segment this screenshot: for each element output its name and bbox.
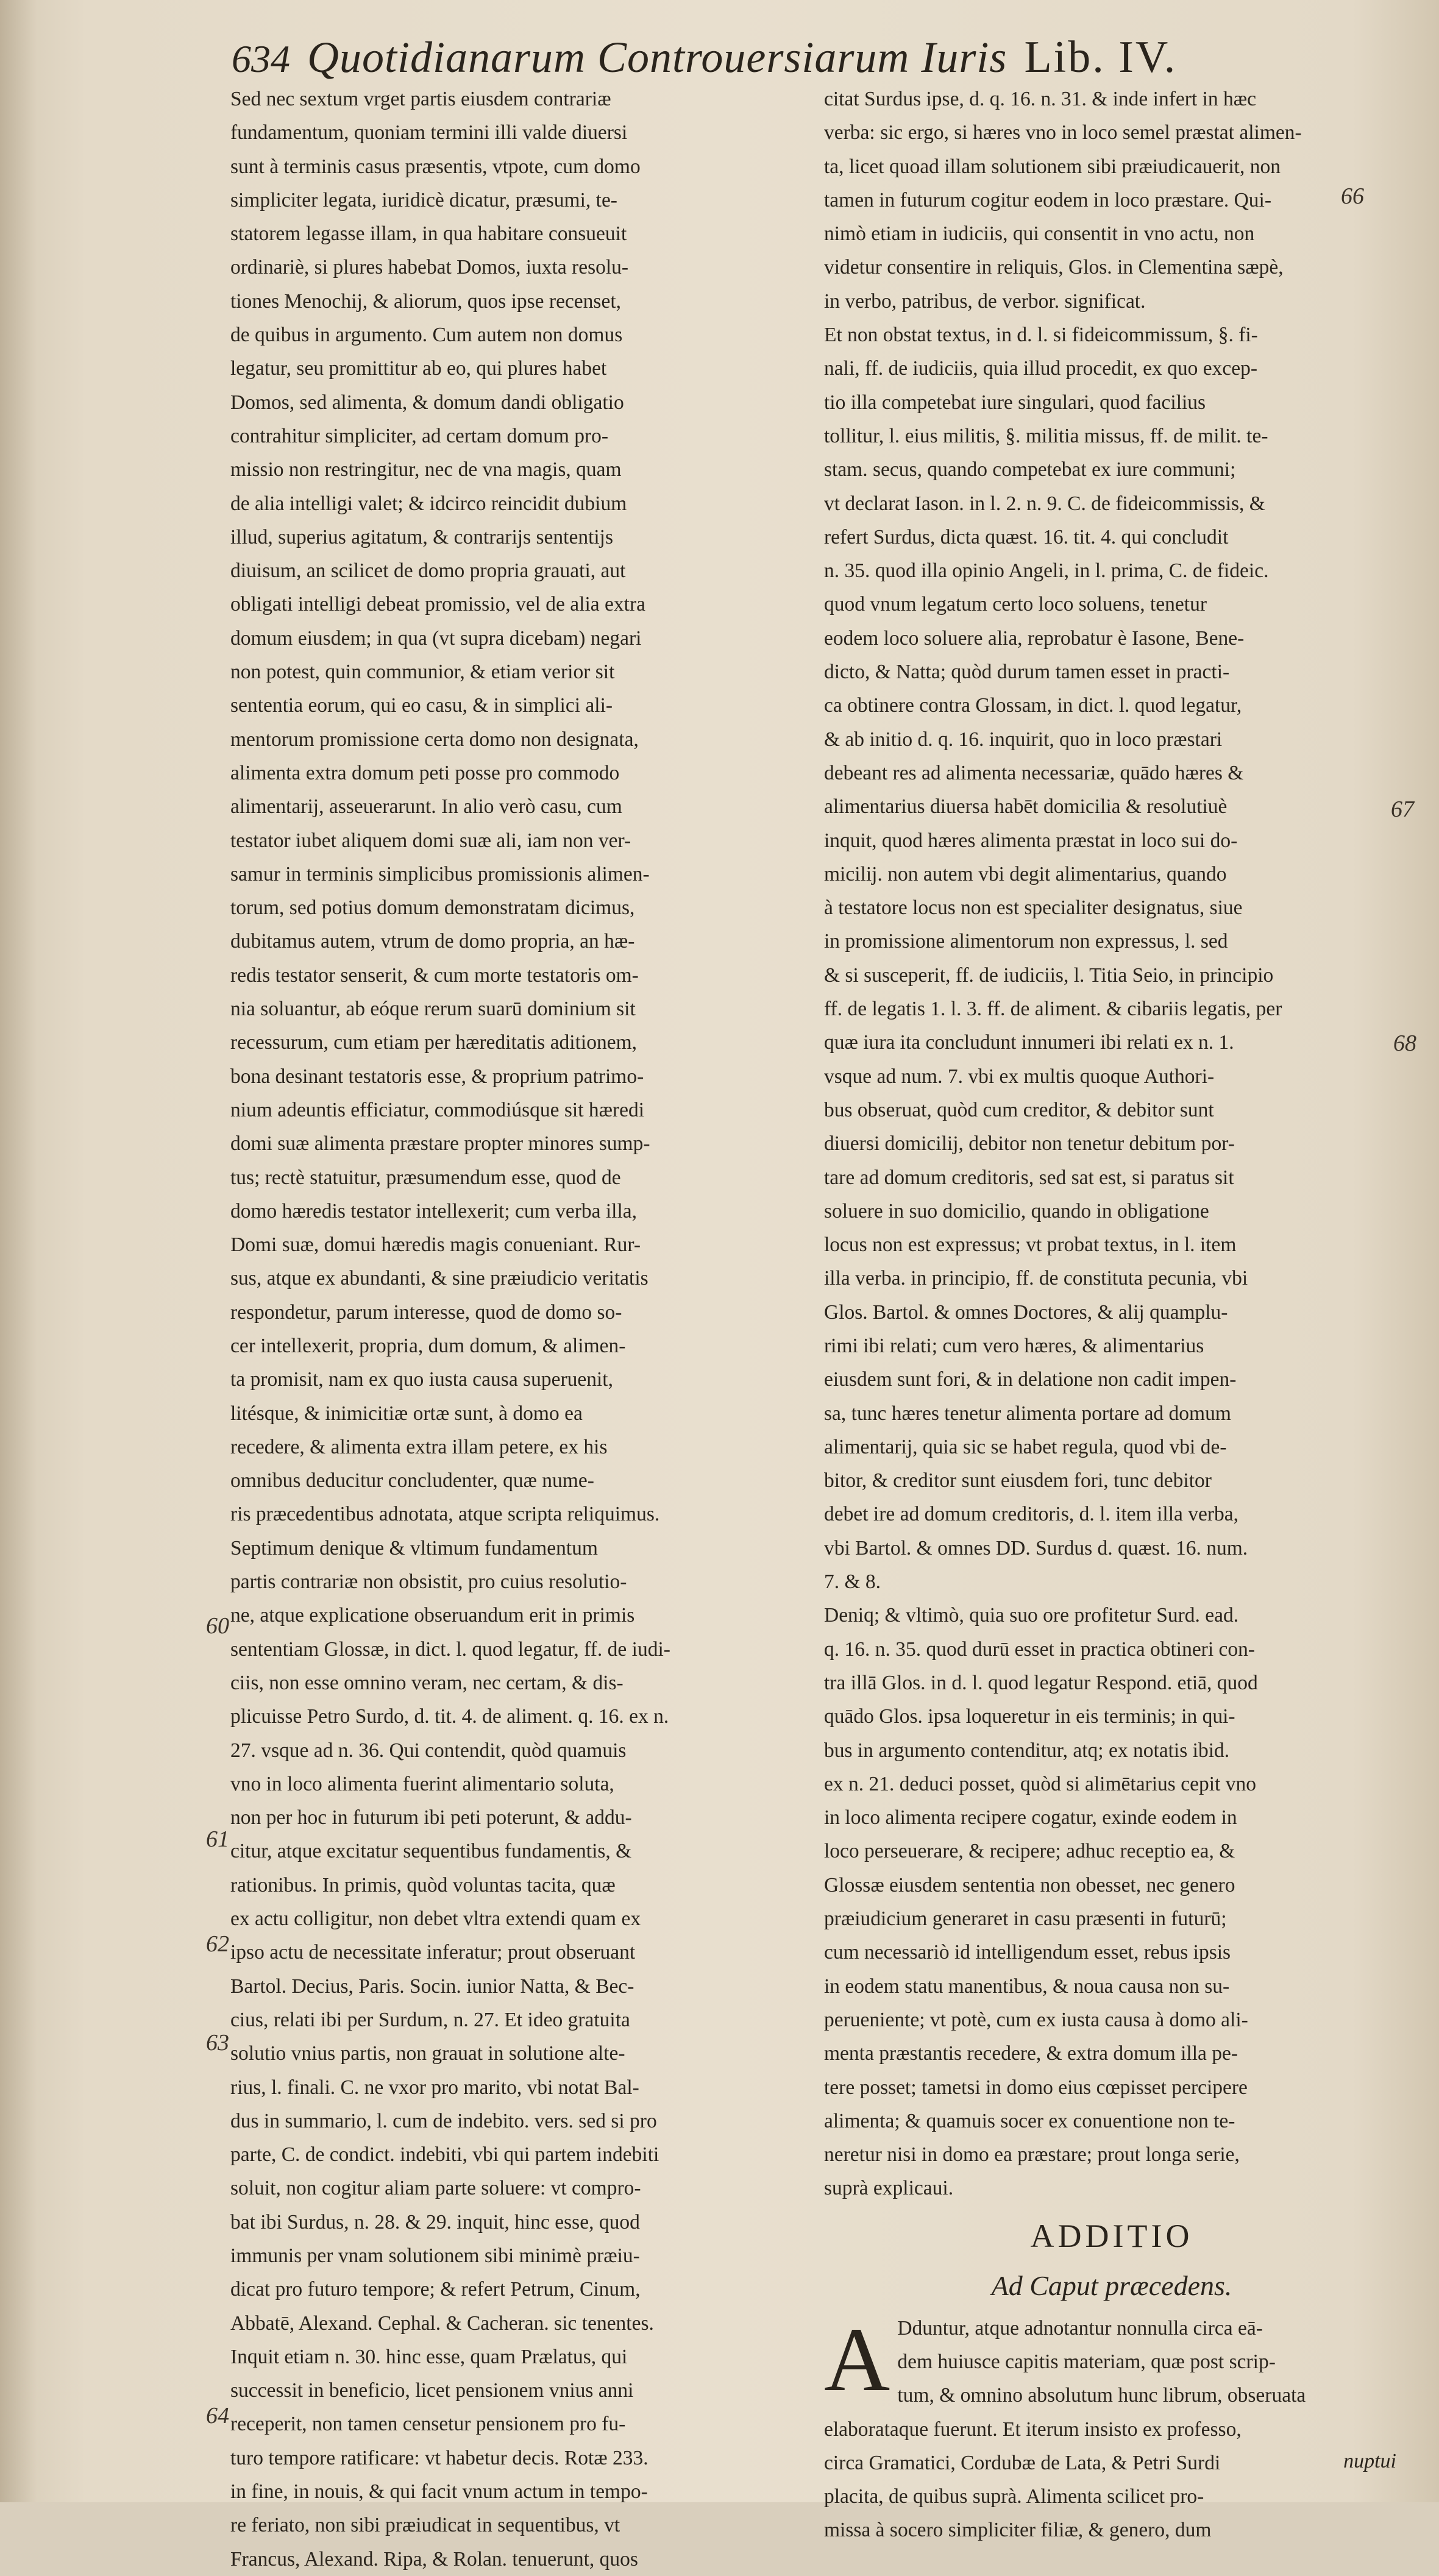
text-line: in verbo, patribus, de verbor. significat. xyxy=(824,289,1146,313)
text-line: Dduntur, atque adnotantur nonnulla circa eā- xyxy=(897,2316,1263,2340)
text-line: alimenta; & quamuis socer ex conuentione non te- xyxy=(824,2109,1235,2132)
text-line: dus in summario, l. cum de indebito. vers. sed si pro xyxy=(230,2109,657,2132)
text-line: illud, superius agitatum, & contrarijs sententijs xyxy=(230,525,614,548)
text-line: circa Gramatici, Cordubæ de Lata, & Petri Surdi xyxy=(824,2451,1221,2474)
text-line: debet ire ad domum creditoris, d. l. item illa verba, xyxy=(824,1503,1239,1526)
text-line: cius, relati ibi per Surdum, n. 27. Et ideo gratuita xyxy=(230,2008,630,2031)
text-line: citat Surdus ipse, d. q. 16. n. 31. & inde infert in hæc xyxy=(824,88,1256,110)
text-line: tum, & omnino absolutum hunc librum, obseruata xyxy=(897,2384,1306,2407)
text-line: receperit, non tamen censetur pensionem pro fu- xyxy=(230,2413,626,2436)
catchword: nuptui xyxy=(1343,2450,1396,2472)
text-line: q. 16. n. 35. quod durū esset in practica obtineri con- xyxy=(824,1637,1256,1661)
margin-number: 61 xyxy=(206,1826,229,1852)
text-line: rius, l. finali. C. ne vxor pro marito, vbi notat Bal- xyxy=(230,2076,639,2099)
text-line: partis contrariæ non obsistit, pro cuius resolutio- xyxy=(230,1570,627,1594)
text-line: quādo Glos. ipsa loqueretur in eis terminis; in qui- xyxy=(824,1705,1235,1728)
book-label: Lib. IV. xyxy=(1024,32,1178,82)
text-line: tamen in futurum cogitur eodem in loco præstare. Qui- xyxy=(824,188,1272,211)
binding-shadow xyxy=(0,0,37,2502)
text-line: Septimum denique & vltimum fundamentum xyxy=(230,1536,598,1559)
text-line: non per hoc in futurum ibi peti poterunt, & addu- xyxy=(230,1806,632,1829)
text-line: debeant res ad alimenta necessariæ, quādo hæres & xyxy=(824,761,1244,784)
text-line: præiudicium generaret in casu præsenti in futurū; xyxy=(824,1907,1227,1931)
text-line: alimentarij, asseuerarunt. In alio verò casu, cum xyxy=(230,795,622,818)
text-line: nia soluantur, ab eóque rerum suarū dominium sit xyxy=(230,998,636,1021)
text-line: suprà explicaui. xyxy=(824,2177,954,2200)
text-line: tra illā Glos. in d. l. quod legatur Respond. etiā, quod xyxy=(824,1671,1258,1694)
text-line: quod vnum legatum certo loco soluens, tenetur xyxy=(824,593,1207,616)
text-line: respondetur, parum interesse, quod de domo so- xyxy=(230,1300,622,1324)
text-line: domi suæ alimenta præstare propter minores sump- xyxy=(230,1132,650,1155)
text-line: sa, tunc hæres tenetur alimenta portare ad domum xyxy=(824,1402,1231,1425)
text-line: diuisum, an scilicet de domo propria grauati, aut xyxy=(230,559,626,583)
addition-subtitle: Ad Caput præcedens. xyxy=(991,2269,1232,2301)
text-line: nium adeuntis efficiatur, commodiúsque sit hæredi xyxy=(230,1098,645,1121)
text-line: diuersi domicilij, debitor non tenetur debitum por- xyxy=(824,1132,1235,1155)
dropcap: A xyxy=(824,2308,890,2410)
text-line: Glossæ eiusdem sententia non obesset, nec genero xyxy=(824,1873,1235,1897)
text-line: immunis per vnam solutionem sibi minimè præiu- xyxy=(230,2244,640,2267)
text-line: ris præcedentibus adnotata, atque scripta reliquimus. xyxy=(230,1503,660,1526)
text-line: Glos. Bartol. & omnes Doctores, & alij quamplu- xyxy=(824,1300,1228,1324)
text-line: Sed nec sextum vrget partis eiusdem contrariæ xyxy=(230,88,611,110)
text-line: à testatore locus non est specialiter designatus, siue xyxy=(824,896,1243,920)
text-line: re feriato, non sibi præiudicat in sequentibus, vt xyxy=(230,2514,620,2537)
text-line: vsque ad num. 7. vbi ex multis quoque Authori- xyxy=(824,1065,1215,1088)
text-line: sunt à terminis casus præsentis, vtpote, cum domo xyxy=(230,155,641,178)
text-line: perueniente; vt potè, cum ex iusta causa à domo ali- xyxy=(824,2008,1248,2031)
text-line: in fine, in nouis, & qui facit vnum actum in tempo- xyxy=(230,2480,648,2503)
text-line: missio non restringitur, nec de vna magis, quam xyxy=(230,458,622,481)
text-line: vbi Bartol. & omnes DD. Surdus d. quæst. 16. num. xyxy=(824,1536,1248,1559)
text-line: Inquit etiam n. 30. hinc esse, quam Prælatus, qui xyxy=(230,2345,628,2368)
addition-title: ADDITIO xyxy=(1030,2217,1193,2254)
text-line: eiusdem sunt fori, & in delatione non cadit impen- xyxy=(824,1368,1237,1391)
text-line: ciis, non esse omnino veram, nec certam, & dis- xyxy=(230,1671,624,1694)
text-line: Deniq; & vltimò, quia suo ore profitetur Surd. ead. xyxy=(824,1604,1239,1627)
margin-number: 67 xyxy=(1391,797,1414,822)
text-line: obligati intelligi debeat promissio, vel de alia extra xyxy=(230,593,645,616)
text-line: ca obtinere contra Glossam, in dict. l. quod legatur, xyxy=(824,694,1242,717)
text-line: de alia intelligi valet; & idcirco reincidit dubium xyxy=(230,492,627,515)
text-line: 27. vsque ad n. 36. Qui contendit, quòd quamuis xyxy=(230,1739,627,1762)
text-line: rimi ibi relati; cum vero hæres, & alimentarius xyxy=(824,1334,1204,1357)
text-line: nimò etiam in iudiciis, qui consentit in vno actu, non xyxy=(824,222,1255,246)
text-line: Francus, Alexand. Ripa, & Rolan. tenuerunt, quos xyxy=(230,2547,638,2571)
text-line: Abbatē, Alexand. Cephal. & Cacheran. sic tenentes. xyxy=(230,2312,654,2335)
text-line: mentorum promissione certa domo non designata, xyxy=(230,728,639,751)
left-column xyxy=(230,82,806,2576)
text-line: parte, C. de condict. indebiti, vbi qui partem indebiti xyxy=(230,2143,659,2166)
text-line: eodem loco soluere alia, reprobatur è Iasone, Bene- xyxy=(824,626,1245,650)
text-line: Domos, sed alimenta, & domum dandi obligatio xyxy=(230,391,624,414)
text-line: ta promisit, nam ex quo iusta causa superuenit, xyxy=(230,1368,613,1391)
text-line: Bartol. Decius, Paris. Socin. iunior Natta, & Bec- xyxy=(230,1975,634,1998)
text-line: recedere, & alimenta extra illam petere, ex his xyxy=(230,1435,608,1458)
text-line: tiones Menochij, & aliorum, quos ipse recenset, xyxy=(230,289,622,313)
text-line: fundamentum, quoniam termini illi valde diuersi xyxy=(230,121,628,144)
text-line: bus obseruat, quòd cum creditor, & debitor sunt xyxy=(824,1098,1214,1121)
text-line: sententia eorum, qui eo casu, & in simplici ali- xyxy=(230,694,613,717)
text-line: stam. secus, quando competebat ex iure communi; xyxy=(824,458,1236,481)
text-line: successit in beneficio, licet pensionem vnius anni xyxy=(230,2379,634,2402)
text-line: alimentarij, quia sic se habet regula, quod vbi de- xyxy=(824,1435,1227,1458)
text-line: 7. & 8. xyxy=(824,1570,881,1594)
margin-number: 68 xyxy=(1393,1031,1416,1056)
text-line: contrahitur simpliciter, ad certam domum pro- xyxy=(230,424,609,447)
text-line: cer intellexerit, propria, dum domum, & alimen- xyxy=(230,1334,626,1357)
text-line: torum, sed potius domum demonstratam dicimus, xyxy=(230,896,635,920)
text-line: domum eiusdem; in qua (vt supra dicebam) negari xyxy=(230,626,642,650)
text-line: de quibus in argumento. Cum autem non domus xyxy=(230,324,623,347)
text-line: solutio vnius partis, non grauat in solutione alte- xyxy=(230,2042,625,2065)
text-line: bus in argumento contenditur, atq; ex notatis ibid. xyxy=(824,1739,1230,1762)
text-line: turo tempore ratificare: vt habetur decis. Rotæ 233. xyxy=(230,2446,648,2469)
text-line: statorem legasse illam, in qua habitare consueuit xyxy=(230,222,627,246)
text-line: illa verba. in principio, ff. de constituta pecunia, vbi xyxy=(824,1267,1248,1290)
text-line: inquit, quod hæres alimenta præstat in loco sui do- xyxy=(824,829,1238,852)
text-line: ex actu colligitur, non debet vltra extendi quam ex xyxy=(230,1907,641,1931)
text-line: elaborataque fuerunt. Et iterum insisto ex professo, xyxy=(824,2418,1242,2441)
right-column-text xyxy=(824,82,1399,2205)
text-line: n. 35. quod illa opinio Angeli, in l. prima, C. de fideic. xyxy=(824,559,1269,583)
margin-number: 60 xyxy=(206,1613,229,1639)
text-line: Et non obstat textus, in d. l. si fideicommissum, §. fi- xyxy=(824,324,1258,347)
text-line: micilij. non autem vbi degit alimentarius, quando xyxy=(824,862,1227,885)
text-line: dicto, & Natta; quòd durum tamen esset in practi- xyxy=(824,661,1230,684)
text-line: bona desinant testatoris esse, & proprium patrimo- xyxy=(230,1065,644,1088)
text-line: vt declarat Iason. in l. 2. n. 9. C. de fideicommissis, & xyxy=(824,492,1265,515)
text-line: bat ibi Surdus, n. 28. & 29. inquit, hinc esse, quod xyxy=(230,2210,640,2234)
text-line: domo hæredis testator intellexerit; cum verba illa, xyxy=(230,1199,638,1222)
margin-number: 66 xyxy=(1341,183,1364,209)
text-line: soluit, non cogitur aliam parte soluere: vt compro- xyxy=(230,2177,641,2200)
text-line: ipso actu de necessitate inferatur; prout obseruant xyxy=(230,1941,636,1964)
text-line: neretur nisi in domo ea præstare; prout longa serie, xyxy=(824,2143,1240,2166)
text-line: loco perseuerare, & recipere; adhuc receptio ea, & xyxy=(824,1840,1235,1863)
margin-number: 64 xyxy=(206,2403,229,2429)
text-line: in promissione alimentorum non expressus, l. sed xyxy=(824,930,1228,953)
text-line: tollitur, l. eius militis, §. militia missus, ff. de milit. te- xyxy=(824,424,1268,447)
text-line: ff. de legatis 1. l. 3. ff. de aliment. & cibariis legatis, per xyxy=(824,998,1282,1021)
right-column xyxy=(824,82,1399,2547)
text-line: sus, atque ex abundanti, & sine præiudicio veritatis xyxy=(230,1267,648,1290)
addition-lines xyxy=(824,2308,1399,2547)
addition-body xyxy=(824,2308,1399,2547)
text-line: menta præstantis recedere, & extra domum illa pe- xyxy=(824,2042,1238,2065)
text-line: dubitamus autem, vtrum de domo propria, an hæ- xyxy=(230,930,635,953)
text-line: dem huiusce capitis materiam, quæ post scrip- xyxy=(897,2351,1276,2373)
text-line: recessurum, cum etiam per hæreditatis aditionem, xyxy=(230,1031,638,1054)
text-line: rationibus. In primis, quòd voluntas tacita, quæ xyxy=(230,1873,616,1897)
text-line: soluere in suo domicilio, quando in obligatione xyxy=(824,1199,1209,1222)
text-line: cum necessariò id intelligendum esset, rebus ipsis xyxy=(824,1941,1231,1964)
text-line: omnibus deducitur concludenter, quæ nume- xyxy=(230,1469,594,1492)
text-line: simpliciter legata, iuridicè dicatur, præsumi, te- xyxy=(230,188,617,211)
text-line: & si susceperit, ff. de iudiciis, l. Titia Seio, in principio xyxy=(824,963,1274,987)
text-line: tus; rectè statuitur, præsumendum esse, quod de xyxy=(230,1166,621,1189)
text-line: ta, licet quoad illam solutionem sibi præiudicauerit, non xyxy=(824,155,1281,178)
margin-number: 63 xyxy=(206,2030,229,2056)
text-line: vno in loco alimenta fuerint alimentario soluta, xyxy=(230,1772,614,1795)
text-line: tare ad domum creditoris, sed sat est, si paratus sit xyxy=(824,1166,1234,1189)
text-line: in eodem statu manentibus, & noua causa non su- xyxy=(824,1975,1230,1998)
text-line: ex n. 21. deduci posset, quòd si alimētarius cepit vno xyxy=(824,1772,1256,1795)
text-line: missa à socero simpliciter filiæ, & genero, dum xyxy=(824,2519,1212,2542)
text-line: litésque, & inimicitiæ ortæ sunt, à domo ea xyxy=(230,1402,583,1425)
running-title: Quotidianarum Controuersiarum Iuris xyxy=(307,33,1007,82)
text-line: dicat pro futuro tempore; & refert Petrum, Cinum, xyxy=(230,2278,641,2301)
text-line: placita, de quibus suprà. Alimenta scilicet pro- xyxy=(824,2485,1204,2508)
text-line: tio illa competebat iure singulari, quod facilius xyxy=(824,391,1206,414)
text-line: citur, atque excitatur sequentibus fundamentis, & xyxy=(230,1840,632,1863)
text-line: sententiam Glossæ, in dict. l. quod legatur, ff. de iudi- xyxy=(230,1637,670,1661)
text-line: redis testator senserit, & cum morte testatoris om- xyxy=(230,963,639,987)
text-line: & ab initio d. q. 16. inquirit, quo in loco præstari xyxy=(824,728,1223,751)
text-line: bitor, & creditor sunt eiusdem fori, tunc debitor xyxy=(824,1469,1212,1492)
text-line: plicuisse Petro Surdo, d. tit. 4. de aliment. q. 16. ex n. xyxy=(230,1705,669,1728)
text-line: alimenta extra domum peti posse pro commodo xyxy=(230,761,620,784)
text-line: nali, ff. de iudiciis, quia illud procedit, ex quo excep- xyxy=(824,357,1258,380)
text-line: locus non est expressus; vt probat textus, in l. item xyxy=(824,1233,1237,1257)
text-line: testator iubet aliquem domi suæ ali, iam non ver- xyxy=(230,829,631,852)
text-line: verba: sic ergo, si hæres vno in loco semel præstat alimen- xyxy=(824,121,1302,144)
text-line: quæ iura ita concludunt innumeri ibi relati ex n. 1. xyxy=(824,1031,1234,1054)
text-line: ne, atque explicatione obseruandum erit in primis xyxy=(230,1604,635,1627)
text-line: tere posset; tametsi in domo eius cœpisset percipere xyxy=(824,2076,1248,2099)
text-line: alimentarius diuersa habēt domicilia & resolutiuè xyxy=(824,795,1228,818)
text-line: refert Surdus, dicta quæst. 16. tit. 4. qui concludit xyxy=(824,525,1229,548)
text-line: legatur, seu promittitur ab eo, qui plures habet xyxy=(230,357,607,380)
text-line: non potest, quin communior, & etiam verior sit xyxy=(230,661,615,684)
text-line: samur in terminis simplicibus promissionis alimen- xyxy=(230,862,650,885)
text-line: Domi suæ, domui hæredis magis conueniant. Rur- xyxy=(230,1233,641,1257)
text-line: videtur consentire in reliquis, Glos. in Clementina sæpè, xyxy=(824,256,1284,279)
margin-number: 62 xyxy=(206,1931,229,1957)
page-number: 634 xyxy=(232,37,290,80)
text-line: in loco alimenta recipere cogatur, exinde eodem in xyxy=(824,1806,1237,1829)
text-line: ordinariè, si plures habebat Domos, iuxta resolu- xyxy=(230,256,629,279)
